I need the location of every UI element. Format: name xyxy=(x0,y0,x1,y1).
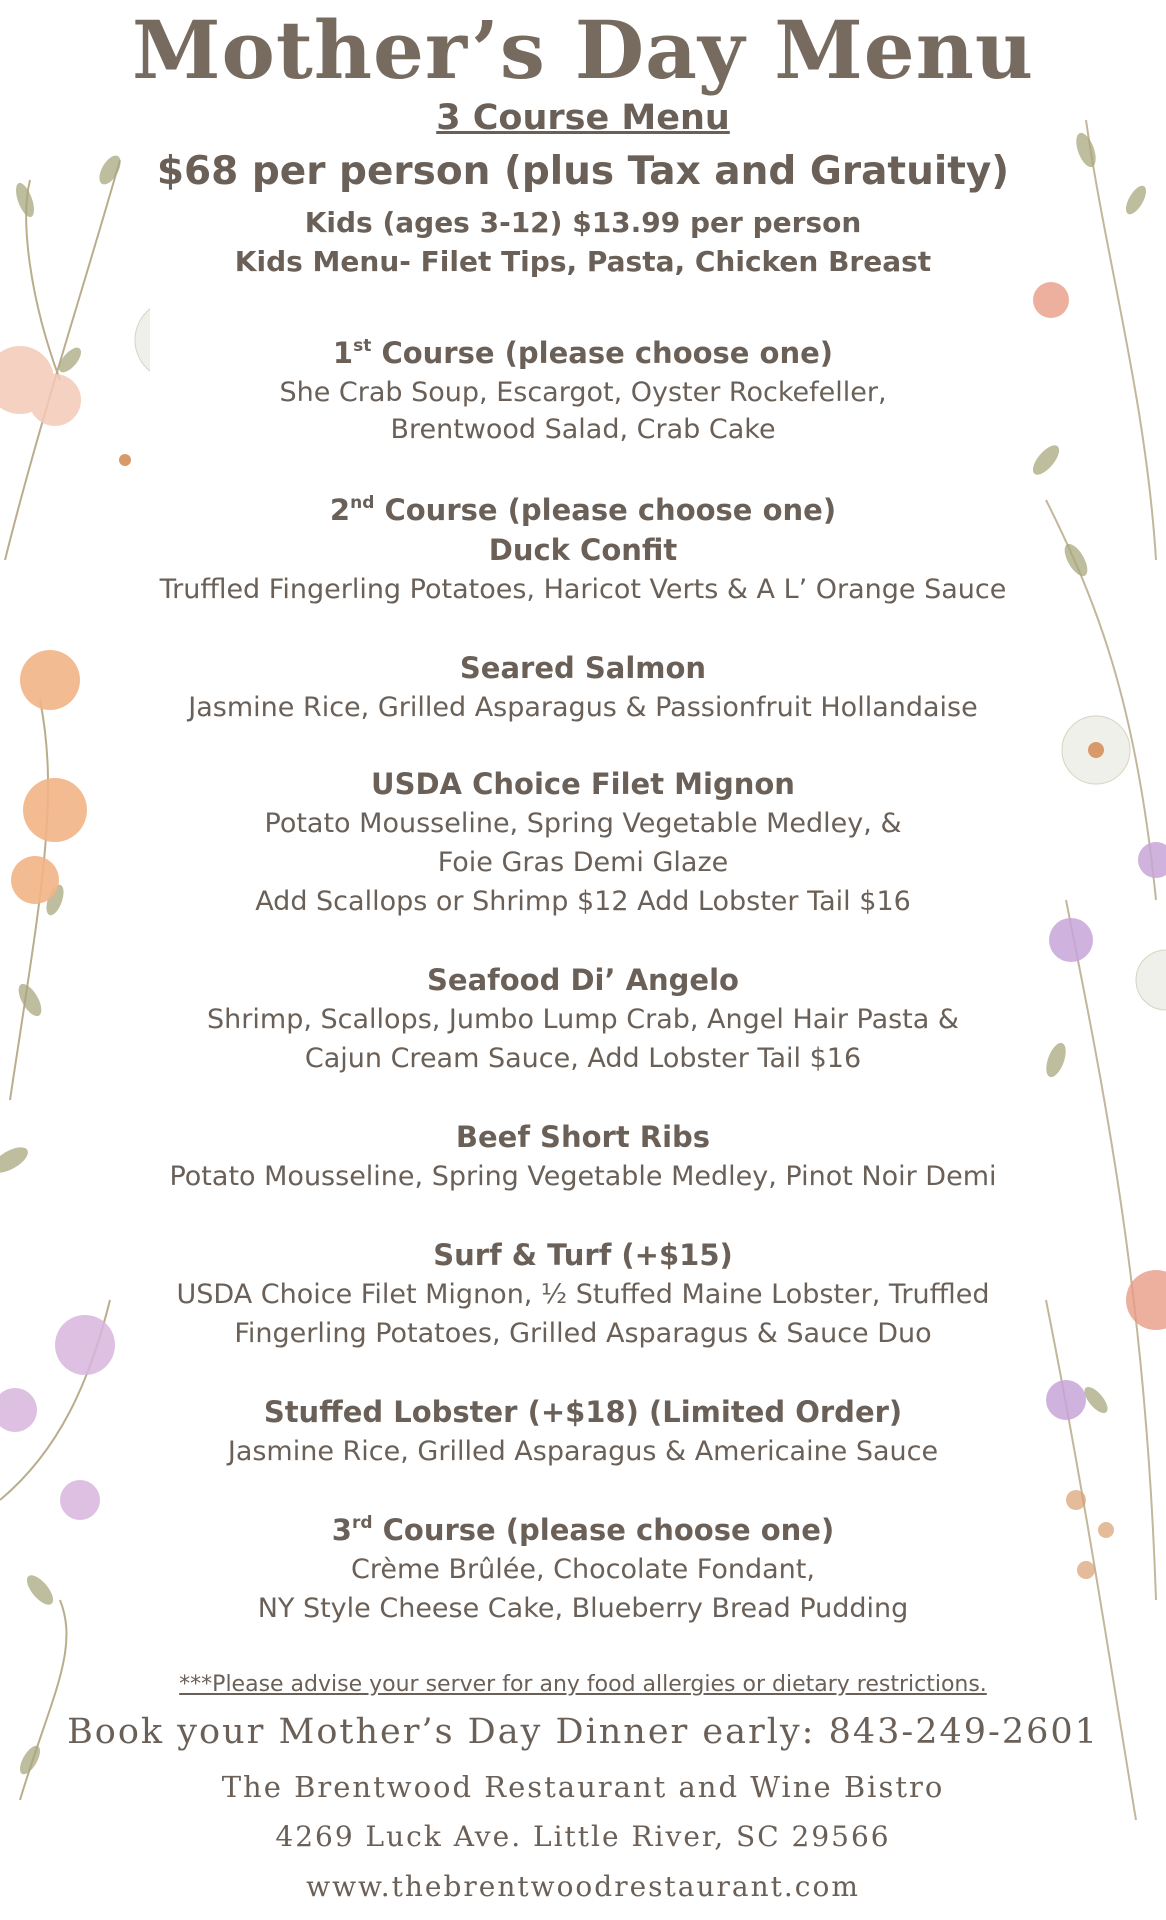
kids-menu: Kids Menu- Filet Tips, Pasta, Chicken Breast xyxy=(234,245,932,278)
course1-line: She Crab Soup, Escargot, Oyster Rockefeller, xyxy=(279,377,887,408)
course3-sup: rd xyxy=(351,1513,373,1533)
item-name: Seared Salmon xyxy=(459,651,707,685)
course1-line: Brentwood Salad, Crab Cake xyxy=(390,414,776,445)
course2-sup: nd xyxy=(350,493,375,513)
item-name: Seafood Di’ Angelo xyxy=(427,963,739,997)
course1-heading xyxy=(0,336,1166,370)
course1-title: Course (please choose one) xyxy=(371,336,834,370)
subtitle: 3 Course Menu xyxy=(436,98,730,138)
page-title: Mother’s Day Menu xyxy=(131,3,1035,97)
item-name: Duck Confit xyxy=(488,533,678,567)
item-line: Jasmine Rice, Grilled Asparagus & Passionfruit Hollandaise xyxy=(188,692,978,723)
item-line: Add Scallops or Shrimp $12 Add Lobster Tail $16 xyxy=(255,886,911,917)
item-line: Foie Gras Demi Glaze xyxy=(437,847,729,878)
item-name: Beef Short Ribs xyxy=(455,1120,711,1154)
item-line: Truffled Fingerling Potatoes, Haricot Verts & A L’ Orange Sauce xyxy=(159,574,1007,605)
booking-line: Book your Mother’s Day Dinner early: 843-249-2601 xyxy=(67,1712,1099,1752)
course3-title: Course (please choose one) xyxy=(372,1513,835,1547)
course2-number: 2 xyxy=(329,493,351,527)
item-name: Surf & Turf (+$15) xyxy=(433,1238,733,1272)
item-line: Jasmine Rice, Grilled Asparagus & Americaine Sauce xyxy=(227,1436,939,1467)
restaurant-name: The Brentwood Restaurant and Wine Bistro xyxy=(221,1770,945,1804)
kids-price: Kids (ages 3-12) $13.99 per person xyxy=(304,206,862,239)
course2-title: Course (please choose one) xyxy=(374,493,837,527)
course2-heading xyxy=(0,493,1166,527)
item-line: Shrimp, Scallops, Jumbo Lump Crab, Angel Hair Pasta & xyxy=(207,1004,959,1035)
course3-heading xyxy=(0,1513,1166,1547)
address: 4269 Luck Ave. Little River, SC 29566 xyxy=(275,1820,891,1853)
allergy-note: ***Please advise your server for any food allergies or dietary restrictions. xyxy=(179,1672,987,1697)
item-name: Stuffed Lobster (+$18) (Limited Order) xyxy=(263,1395,903,1429)
item-line: Fingerling Potatoes, Grilled Asparagus & Sauce Duo xyxy=(234,1318,932,1349)
item-line: USDA Choice Filet Mignon, ½ Stuffed Maine Lobster, Truffled xyxy=(176,1279,990,1310)
course3-line: Crème Brûlée, Chocolate Fondant, xyxy=(351,1554,815,1585)
item-name: USDA Choice Filet Mignon xyxy=(371,767,795,801)
item-line: Potato Mousseline, Spring Vegetable Medley, Pinot Noir Demi xyxy=(169,1161,997,1192)
course3-number: 3 xyxy=(331,1513,352,1547)
item-line: Cajun Cream Sauce, Add Lobster Tail $16 xyxy=(304,1043,862,1074)
left-floral-border xyxy=(0,0,150,1920)
website: www.thebrentwoodrestaurant.com xyxy=(306,1870,860,1903)
item-line: Potato Mousseline, Spring Vegetable Medley, & xyxy=(264,808,902,839)
course1-sup: st xyxy=(353,336,372,356)
course3-line: NY Style Cheese Cake, Blueberry Bread Pudding xyxy=(257,1593,909,1624)
right-floral-border xyxy=(1026,0,1166,1920)
course1-number: 1 xyxy=(332,336,354,370)
price: $68 per person (plus Tax and Gratuity) xyxy=(156,149,1010,194)
